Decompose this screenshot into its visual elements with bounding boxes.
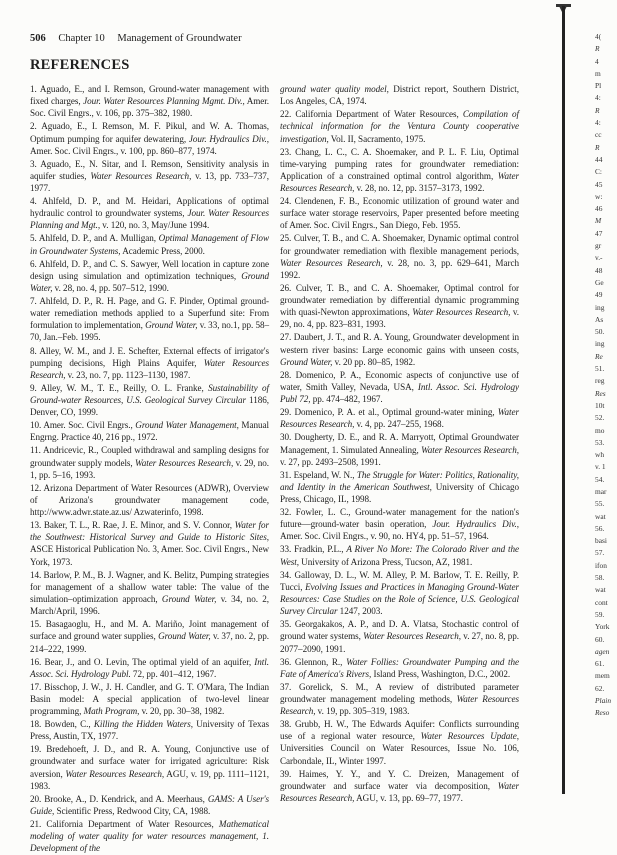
- facing-page-line: agen: [595, 646, 610, 656]
- facing-page-line: wat: [595, 585, 606, 595]
- facing-page-line: 47: [595, 228, 603, 238]
- reference-text: 31. Espeland, W. N.,: [280, 469, 357, 480]
- reference-text: AGU, v. 13, pp. 69–77, 1977.: [354, 792, 463, 803]
- reference-source-italic: Optimal Management of Flow in Groundwater Systems,: [30, 233, 269, 256]
- reference-text: 7. Ahlfeld, D. P., R. H. Page, and G. F. Pinder, Optimal ground-water remediation methods applied to a Superfund site: From formulation to implementation,: [30, 296, 269, 331]
- facing-page-line: ifon: [595, 560, 607, 570]
- facing-page-line: Res: [595, 388, 606, 398]
- facing-page-line: 46: [595, 204, 603, 214]
- facing-page-line: mem: [595, 671, 610, 681]
- reference-text: 12. Arizona Department of Water Resources (ADWR), Overview of Arizona's groundwater management code, http://www.adwr.state.az.us/ Azwaterinfo, 1998.: [30, 482, 269, 518]
- reference-source-italic: Water Resources Research,: [30, 357, 270, 380]
- reference-entry: [30, 382, 269, 418]
- reference-source-italic: Ground Water,: [145, 320, 198, 331]
- reference-entry: [280, 681, 519, 717]
- reference-source-italic: Intl. Assoc. Sci. Hydrology Publ 72,: [280, 381, 519, 405]
- facing-page-fragment: [595, 31, 611, 720]
- reference-text: v. 13, pp. 733–737, 1977.: [30, 170, 269, 194]
- reference-text: 30. Dougherty, D. E., and R. A. Marryott, Optimal Groundwater Management, 1. Simulated Annealing,: [280, 432, 519, 455]
- reference-source-italic: Ground Water,: [158, 631, 211, 642]
- reference-entry: [30, 818, 269, 854]
- reference-entry: [30, 482, 269, 518]
- reference-source-italic: Jour. Hydraulics Div.,: [188, 133, 269, 144]
- reference-source-italic: A River No More: The Colorado River and the West,: [280, 544, 519, 567]
- reference-source-italic: ground water quality model,: [280, 84, 389, 94]
- reference-text: 1186, Denver, CO, 1999.: [30, 395, 269, 418]
- reference-entry: [30, 681, 269, 717]
- reference-text: 34. Galloway, D. L., W. M. Alley, P. M. Barlow, T. E. Reilly, P. Tucci,: [280, 569, 519, 592]
- reference-entry: [30, 158, 269, 194]
- reference-text: 2. Aguado, E., I. Remson, M. F. Pikul, and W. A. Thomas, Optimum pumping for aquifer dewatering,: [30, 121, 269, 144]
- facing-page-line: C:: [595, 167, 602, 177]
- reference-entry: [30, 345, 269, 381]
- reference-text: v. 28, no. 4, pp. 507–512, 1990.: [52, 282, 169, 293]
- reference-text: 3. Aguado, E., N. Sitar, and I. Remson, Sensitivity analysis in aquifer studies,: [30, 158, 269, 181]
- reference-entry: [280, 431, 519, 467]
- reference-source-italic: Ground Water,: [161, 593, 217, 604]
- facing-page-line: 50.: [595, 327, 605, 337]
- reference-text: 15. Basagaoglu, H., and M. A. Mariño, Joint management of surface and ground water supplies,: [30, 619, 269, 642]
- facing-page-line: mar: [595, 486, 607, 496]
- reference-entry: [30, 793, 269, 817]
- reference-text: University of Chicago Press, Chicago, IL, 1998.: [280, 481, 520, 505]
- reference-source-italic: Ground Water Management,: [135, 420, 239, 431]
- reference-text: v. 120, no. 3, May/June 1994.: [100, 220, 210, 231]
- reference-text: v. 27, pp. 2493–2508, 1991.: [280, 456, 381, 467]
- facing-page-line: Re: [595, 351, 603, 361]
- reference-entry: [280, 543, 519, 567]
- facing-page-line: R: [595, 105, 600, 115]
- facing-page-line: gr: [595, 241, 602, 251]
- reference-entry: [280, 718, 519, 767]
- references-right-column: [280, 83, 519, 805]
- facing-page-line: 45: [595, 179, 603, 189]
- facing-page-line: R: [595, 44, 600, 54]
- reference-source-italic: Water Resources Research,: [363, 631, 462, 642]
- reference-text: 18. Bowden, C.,: [30, 719, 94, 730]
- reference-text: v. 19, pp. 305–319, 1983.: [315, 706, 410, 717]
- reference-source-italic: Water Resources Research,: [135, 457, 234, 468]
- reference-entry: [30, 743, 269, 792]
- facing-page-line: v.-: [595, 253, 603, 263]
- reference-entry: [280, 406, 519, 430]
- reference-text: 23. Chang, L. C., C. A. Shoemaker, and P. L. F. Liu, Optimal time-varying pumping rates for groundwater remediation: Application of a constrained optimal control algorithm,: [280, 146, 519, 181]
- facing-page-line: 56.: [595, 523, 605, 533]
- reference-text: 27. Daubert, J. T., and R. A. Young, Groundwater development in western river basins: Large economic gains with unseen costs,: [280, 332, 519, 355]
- reference-text: v. 34, no. 2, March/April, 1996.: [30, 593, 269, 617]
- reference-source-italic: Water Resources Research,: [280, 780, 519, 803]
- reference-text: 29. Domenico, P. A. et al., Optimal ground-water mining,: [280, 407, 498, 418]
- reference-text: v. 28, no. 12, pp. 3157–3173, 1992.: [354, 183, 485, 194]
- reference-entry: [280, 232, 519, 281]
- reference-source-italic: Water Resources Research,: [90, 170, 192, 181]
- reference-source-italic: Water Resources Research,: [65, 768, 165, 779]
- reference-text: Manual Engrng. Practice 40, 216 pp., 1972.: [30, 420, 269, 443]
- reference-text: University of Texas Press, Austin, TX, 1977.: [30, 719, 269, 742]
- facing-page-line: 52.: [595, 413, 605, 423]
- reference-text: 16. Bear, J., and O. Levin, The optimal yield of an aquifer,: [30, 656, 255, 667]
- facing-page-line: Reso: [595, 708, 610, 718]
- facing-page-line: mo: [595, 425, 605, 435]
- reference-source-italic: Mathematical modeling of water quality for water resources management, 1. Development of the: [30, 819, 269, 854]
- reference-text: ASCE Historical Publication No. 3, Amer. Soc. Civil Engrs., New York, 1973.: [30, 544, 269, 567]
- reference-text: v. 23, no. 7, pp. 1123–1130, 1987.: [65, 369, 191, 380]
- facing-page-line: wat: [595, 511, 606, 521]
- reference-text: Amer. Soc. Civil Engrs., v. 100, pp. 860–877, 1974.: [30, 145, 217, 156]
- reference-text: 11. Andricevic, R., Coupled withdrawal and sampling designs for groundwater supply models,: [30, 445, 269, 468]
- facing-page-line: Ge: [595, 277, 604, 287]
- reference-source-italic: Water Resources Research,: [280, 407, 519, 430]
- reference-entry: [30, 656, 269, 680]
- reference-text: 35. Georgakakos, A. P., and D. A. Vlatsa, Stochastic control of ground water systems,: [280, 619, 519, 642]
- reference-entry: [280, 506, 519, 542]
- facing-page-line: ing: [595, 302, 605, 312]
- facing-page-line: 62.: [595, 683, 605, 693]
- facing-page-line: 48: [595, 265, 603, 275]
- reference-source-italic: Water for the Southwest: Historical Survey and Guide to Historic Sites,: [30, 520, 269, 543]
- facing-page-line: 61.: [595, 659, 605, 669]
- facing-page-line: m: [595, 68, 601, 78]
- facing-page-line: wh: [595, 450, 605, 460]
- reference-text: 28. Domenico, P. A., Economic aspects of conjunctive use of water, Smith Valley, Nevada, USA,: [280, 369, 519, 392]
- reference-text: 14. Barlow, P. M., B. J. Wagner, and K. Belitz, Pumping strategies for management of a shallow water table: The value of the simulation–optimization approach,: [30, 569, 269, 604]
- reference-entry: [280, 569, 519, 618]
- reference-entry: [30, 120, 269, 156]
- reference-source-italic: Compilation of technical information for the Ventura County cooperative investigation,: [280, 109, 520, 144]
- facing-page-line: 53.: [595, 437, 605, 447]
- reference-source-italic: Killing the Hidden Waters,: [93, 719, 194, 730]
- facing-page-line: 54.: [595, 474, 605, 484]
- reference-text: 36. Glennon, R.,: [280, 656, 347, 667]
- facing-page-line: ing: [595, 339, 605, 349]
- facing-page-line: 10t: [595, 400, 605, 410]
- reference-text: 13. Baker, T. L., R. Rae, J. E. Minor, and S. V. Connor,: [30, 520, 235, 531]
- running-header: [30, 33, 242, 44]
- reference-text: v. 33, no.1, pp. 58–70, Jan.–Feb. 1995.: [30, 320, 269, 343]
- reference-text: 8. Alley, W. M., and J. E. Schefter, External effects of irrigator's pumping decisions, High Plains Aquifer,: [30, 345, 269, 368]
- reference-text: 10. Amer. Soc. Civil Engrs.,: [30, 420, 136, 431]
- reference-text: 4. Ahlfeld, D. P., and M. Heidari, Applications of optimal hydraulic control to groundwater systems,: [30, 196, 269, 219]
- reference-source-italic: Evolving Issues and Practices in Managing Ground-Water Resources: Case Studies on the Role of Science, U.S. Geological Survey Circular: [280, 581, 519, 617]
- reference-text: 26. Culver, T. B., and C. A. Shoemaker, Optimal control for groundwater remediation by differential dynamic programming with quasi-Newton approximations,: [280, 282, 519, 318]
- facing-page-line: 59.: [595, 609, 605, 619]
- reference-text: 37. Gorelick, S. M., A review of distributed parameter groundwater management modeling methods,: [280, 681, 519, 704]
- reference-text: District report, Southern District, Los Angeles, CA, 1974.: [280, 84, 519, 107]
- reference-source-italic: Water Resources Research,: [412, 307, 511, 318]
- facing-page-line: cont: [595, 597, 608, 607]
- reference-entry: [30, 618, 269, 654]
- reference-source-italic: Ground Water,: [30, 270, 269, 293]
- reference-text: v. 4, pp. 247–255, 1968.: [354, 419, 444, 430]
- facing-page-line: cc: [595, 130, 602, 140]
- reference-source-italic: Water Follies: Groundwater Pumping and the Fate of America's Rivers,: [280, 656, 519, 679]
- page-number: 506: [30, 33, 46, 44]
- reference-text: 21. California Department of Water Resources,: [30, 819, 219, 830]
- reference-text: v. 20 pp. 80–85, 1982.: [332, 356, 416, 367]
- facing-page-line: 57.: [595, 548, 605, 558]
- reference-text: 1. Aguado, E., and I. Remson, Ground-water management with fixed charges,: [30, 84, 269, 107]
- reference-text: pp. 474–482, 1967.: [310, 394, 383, 405]
- facing-page-line: 49: [595, 290, 603, 300]
- facing-page-line: R: [595, 142, 600, 152]
- facing-page-line: 58.: [595, 573, 605, 583]
- reference-text: 33. Fradkin, P.L.,: [280, 544, 347, 555]
- facing-page-line: 4:: [595, 93, 601, 103]
- reference-entry: [30, 519, 269, 568]
- reference-text: 9. Alley, W. M., T. E., Reilly, O. L. Franke,: [30, 382, 209, 393]
- reference-source-italic: Water Resources Research,: [280, 693, 520, 717]
- reference-entry: [30, 444, 269, 480]
- reference-source-italic: Water Resources Research,: [280, 257, 383, 268]
- reference-text: AGU, v. 19, pp. 1111–1121, 1983.: [30, 768, 269, 791]
- reference-text: Island Press, Washington, D.C., 2002.: [371, 668, 511, 679]
- reference-text: Scientific Press, Redwood City, CA, 1988.: [54, 805, 211, 816]
- reference-text: 22. California Department of Water Resources,: [280, 109, 463, 120]
- section-title: REFERENCES: [30, 57, 130, 73]
- reference-entry: [280, 618, 519, 654]
- facing-page-line: 60.: [595, 634, 605, 644]
- reference-text: v. 29, no. 1, pp. 5–16, 1993.: [30, 457, 269, 480]
- reference-text: 32. Fowler, L. C., Ground-water management for the nation's future—ground-water basin operation,: [280, 507, 519, 530]
- reference-entry: [30, 195, 269, 231]
- reference-entry: [30, 258, 269, 294]
- reference-entry: [280, 282, 519, 331]
- reference-text: Amer. Soc. Civil Engrs., v. 106, pp. 375–382, 1980.: [30, 96, 270, 119]
- reference-source-italic: Ground Water,: [280, 356, 333, 367]
- reference-text: v. 27, no. 8, pp. 2077–2090, 1991.: [280, 631, 519, 654]
- chapter-label: Chapter 10: [58, 33, 105, 44]
- reference-text: Amer. Soc. Civil Engrs., v. 90, no. HY4, pp. 51–57, 1964.: [280, 531, 489, 542]
- reference-source-italic: Math Program,: [83, 706, 140, 717]
- reference-source-italic: Intl. Assoc. Sci. Hydrology Publ.: [30, 656, 269, 679]
- reference-source-italic: Jour. Hydraulics Div.,: [432, 519, 519, 530]
- facing-page-line: Plain: [595, 696, 612, 706]
- reference-source-italic: Water Resources Research,: [280, 170, 519, 194]
- facing-page-line: 55.: [595, 499, 605, 509]
- reference-entry: [30, 419, 269, 443]
- facing-page-line: 44: [595, 154, 603, 164]
- reference-entry: [30, 232, 269, 256]
- facing-page-line: v. 1: [595, 462, 606, 472]
- reference-entry: [280, 108, 519, 144]
- facing-page-line: 4(: [595, 32, 602, 41]
- reference-text: v. 37, no. 2, pp. 214–222, 1999.: [30, 631, 269, 654]
- facing-page-line: w:: [595, 191, 603, 201]
- reference-text: v. 28, no. 3, pp. 629–641, March 1992.: [280, 257, 519, 280]
- reference-text: Universities Council on Water Resources, Issue No. 106, Carbondale, IL, Winter 1997.: [280, 743, 519, 766]
- reference-source-italic: The Struggle for Water: Politics, Rationality, and Identity in the American Southwest,: [280, 469, 519, 492]
- facing-page-line: 4: [595, 56, 599, 66]
- facing-page-line: As: [595, 314, 604, 324]
- facing-page-line: Pl: [595, 81, 602, 91]
- reference-text: 6. Ahlfeld, D. P., and C. S. Sawyer, Well location in capture zone design using simulation and optimization techniques,: [30, 258, 269, 281]
- page-binding-edge: [562, 6, 565, 794]
- reference-text: v. 29, no. 4, pp. 823–831, 1993.: [280, 307, 519, 330]
- reference-text: Academic Press, 2000.: [120, 245, 205, 256]
- reference-entry: [280, 656, 519, 680]
- reference-entry: [30, 83, 269, 119]
- reference-entry: [280, 83, 519, 107]
- references-left-column: [30, 83, 269, 855]
- reference-text: 39. Haimes, Y. Y., and Y. C. Dreizen, Management of groundwater and surface water via decomposition,: [280, 768, 519, 791]
- reference-source-italic: Jour. Water Resources Planning Mgmt. Div.,: [83, 96, 245, 107]
- reference-entry: [280, 195, 519, 231]
- reference-text: v. 20, pp. 30–38, 1982.: [139, 706, 225, 717]
- reference-entry: [280, 768, 519, 804]
- reference-entry: [30, 718, 269, 742]
- facing-page-line: reg: [595, 376, 605, 386]
- reference-text: Vol. II, Sacramento, 1975.: [328, 133, 426, 144]
- reference-source-italic: Jour. Water Resources Planning and Mgt.,: [30, 208, 269, 231]
- reference-text: 72, pp. 401–412, 1967.: [130, 668, 217, 679]
- reference-text: 17. Bisschop, J. W., J. H. Candler, and G. T. O'Mara, The Indian Basin model: A special application of two-level linear programming,: [30, 681, 269, 717]
- reference-source-italic: Water Resources Research,: [421, 444, 519, 455]
- reference-entry: [280, 369, 519, 405]
- reference-source-italic: Sustainability of Ground-water Resources, U.S. Geological Survey Circular: [30, 382, 270, 406]
- reference-text: 25. Culver, T. B., and C. A. Shoemaker, Dynamic optimal control for groundwater remediation with flexible management periods,: [280, 233, 519, 256]
- reference-text: 24. Clendenen, F. B., Economic utilization of ground water and surface water storage reservoirs, Paper presented before meeting of Amer. Soc. Civil Engrs., San Diego, Feb. 1955.: [280, 196, 519, 231]
- chapter-title: Management of Groundwater: [117, 33, 242, 44]
- reference-entry: [30, 569, 269, 618]
- facing-page-line: basi: [595, 536, 607, 546]
- facing-page-line: 4:: [595, 118, 601, 128]
- reference-entry: [30, 295, 269, 344]
- reference-text: University of Arizona Press, Tucson, AZ, 1981.: [298, 556, 473, 567]
- reference-source-italic: Water Resources Update,: [420, 731, 520, 742]
- reference-text: 5. Ahlfeld, D. P., and A. Mulligan,: [30, 233, 159, 244]
- reference-text: 38. Grubb, H. W., The Edwards Aquifer: Conflicts surrounding use of a regional water resource,: [280, 719, 519, 742]
- reference-text: 19. Bredehoeft, J. D., and R. A. Young, Conjunctive use of groundwater and surface water for irrigated agriculture: Risk aversion,: [30, 744, 269, 779]
- facing-page-line: M: [595, 216, 602, 226]
- reference-text: 20. Brooke, A., D. Kendrick, and A. Meerhaus,: [30, 793, 208, 804]
- reference-entry: [280, 469, 519, 505]
- reference-entry: [280, 146, 519, 195]
- reference-entry: [280, 331, 519, 367]
- reference-source-italic: GAMS: A User's Guide,: [30, 793, 270, 816]
- facing-page-line: 51.: [595, 364, 605, 374]
- facing-page-line: York: [595, 622, 610, 632]
- reference-text: 1247, 2003.: [337, 606, 383, 617]
